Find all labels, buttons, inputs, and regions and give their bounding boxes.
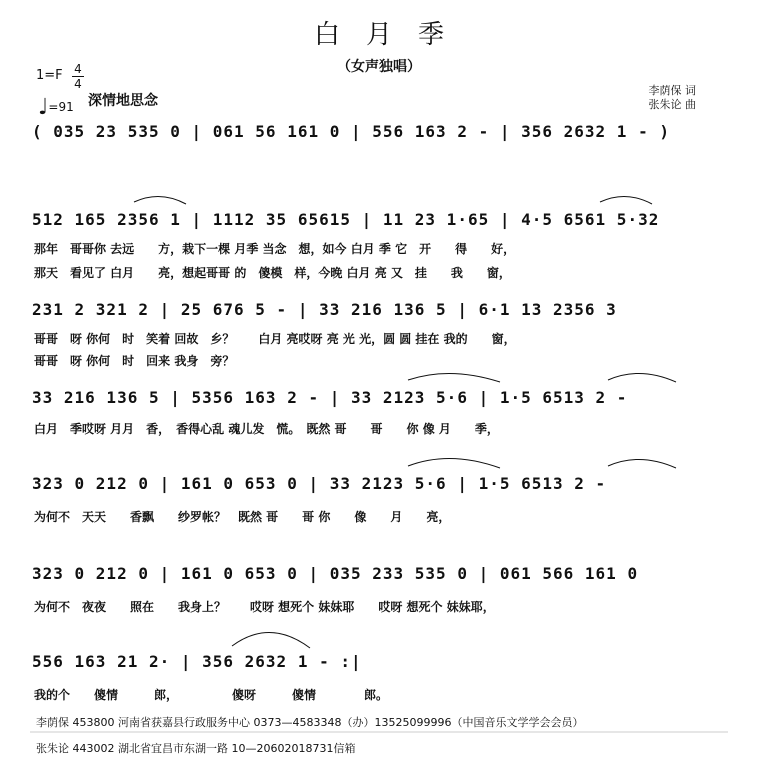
tempo-value: =91 [48,100,74,114]
jianpu-notes: 556 163 21 2· | 356 2632 1 - :| [32,652,362,671]
jianpu-notes: 323 0 212 0 | 161 0 653 0 | 33 2123 5·6 | 1·5 6513 2 - [32,474,607,493]
lyricist-credit: 李荫保 词 [648,84,696,97]
time-signature-top: 4 [74,62,82,76]
quarter-note-icon: ♩ [38,95,49,120]
key-signature: 1=F [36,68,63,83]
slur-arc [608,459,676,468]
time-signature-bottom: 4 [74,77,82,91]
lyric-line: 哥哥 呀 你何 时 笑着 回故 乡？ 白月 亮哎呀 亮 光 光，圆 圆 挂在 我的 窗， [34,332,516,346]
slur-arc [600,196,652,204]
jianpu-notes: 512 165 2356 1 | 1112 35 65615 | 11 23 1·65 | 4·5 6561 5·32 [32,210,660,229]
jianpu-notes: ( 035 23 535 0 | 061 56 161 0 | 556 163 2 - | 356 2632 1 - ) [32,122,670,141]
slur-arc [232,632,310,648]
lyric-line: 我的个 傻情 郎， 傻呀 傻情 郎。 [34,688,389,702]
slur-arc [608,373,676,382]
slur-arc [408,458,500,468]
lyric-line: 那年 哥哥你 去远 方，栽下一棵 月季 当念 想，如今 白月 季 它 开 得 好， [34,242,516,256]
contact-lyricist: 李荫保 453800 河南省获嘉县行政服务中心 0373—4583348（办）13525099996（中国音乐文学学会会员） [36,716,584,729]
lyric-line: 白月 季哎呀 月月 香， 香得心乱 魂儿发 慌。 既然 哥 哥 你 像 月 季， [34,422,499,436]
composer-credit: 张朱论 曲 [648,98,696,111]
song-title: 白 月 季 [313,20,444,50]
jianpu-notes: 323 0 212 0 | 161 0 653 0 | 035 233 535 0 | 061 566 161 0 [32,564,639,583]
lyric-line: 那天 看见了 白月 亮，想起哥哥 的 傻模 样，今晚 白月 亮 又 挂 我 窗， [34,266,511,280]
slur-arc [134,196,186,204]
contact-composer: 张朱论 443002 湖北省宜昌市东湖一路 10—20602018731信箱 [36,742,356,755]
lyric-line: 哥哥 呀 你何 时 回来 我身 旁？ [34,354,235,368]
lyric-line: 为何不 夜夜 照在 我身上？ 哎呀 想死个 妹妹耶 哎呀 想死个 妹妹耶， [34,600,495,614]
expression-marking: 深情地思念 [88,93,158,109]
jianpu-notes: 231 2 321 2 | 25 676 5 - | 33 216 136 5 | 6·1 13 2356 3 [32,300,617,319]
lyric-line: 为何不 天天 香飘 纱罗帐？ 既然 哥 哥 你 像 月 亮， [34,510,451,524]
slur-arc [408,373,500,382]
jianpu-notes: 33 216 136 5 | 5356 163 2 - | 33 2123 5·6 | 1·5 6513 2 - [32,388,628,407]
song-subtitle: （女声独唱） [337,59,421,75]
